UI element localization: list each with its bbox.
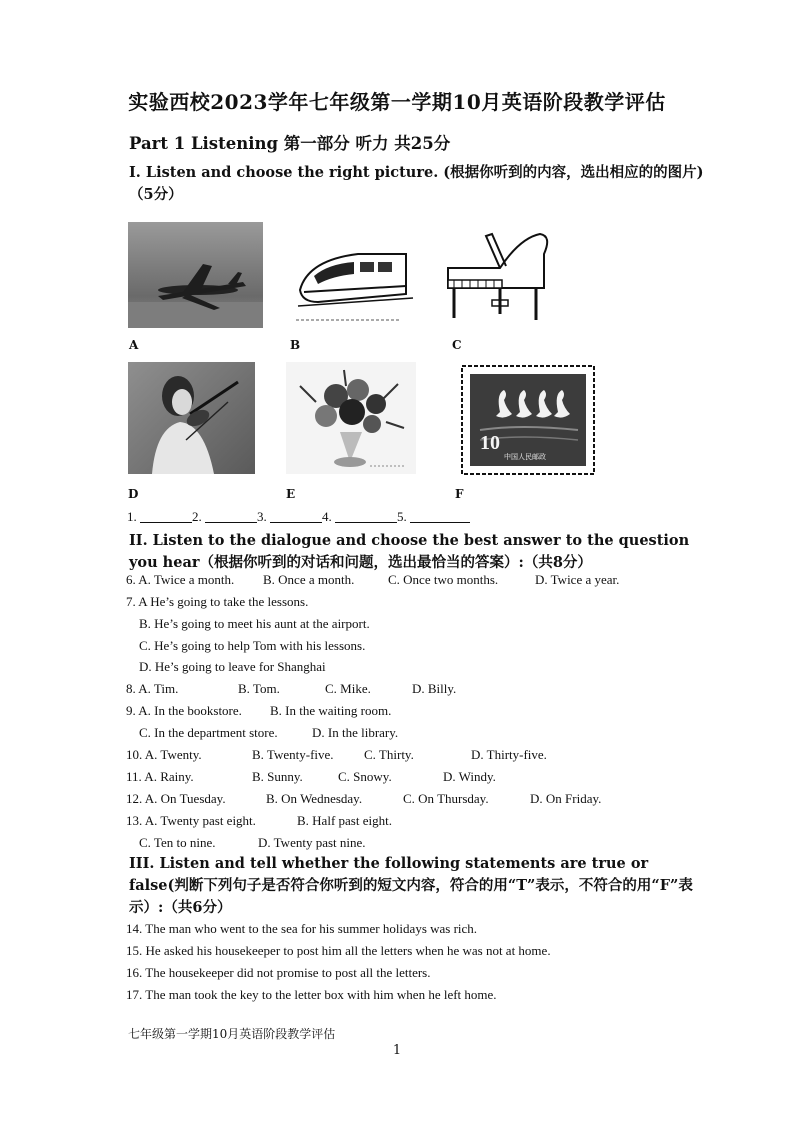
- part-heading: Part 1 Listening 第一部分 听力 共25分: [129, 134, 451, 153]
- q9-option-a: 9. A. In the bookstore.: [126, 703, 242, 718]
- statement-14: 14. The man who went to the sea for his summer holidays was rich.: [126, 921, 478, 936]
- answer-blank-4[interactable]: [335, 508, 397, 523]
- statement-16: 16. The housekeeper did not promise to post all the letters.: [126, 965, 431, 980]
- q10-option-a: 10. A. Twenty.: [126, 747, 202, 762]
- q9-option-b: B. In the waiting room.: [270, 703, 392, 718]
- statement-15: 15. He asked his housekeeper to post him all the letters when he was not at home.: [126, 943, 551, 958]
- piano-icon: [440, 228, 560, 326]
- answer-blank-2[interactable]: [205, 508, 257, 523]
- answer-blank-5[interactable]: [410, 508, 470, 523]
- section-1-heading: I. Listen and choose the right picture. (根据你听到的内容，选出相应的的图片)（5分）: [129, 164, 704, 203]
- q13-option-a: 13. A. Twenty past eight.: [126, 813, 256, 828]
- q8-option-a: 8. A. Tim.: [126, 681, 179, 696]
- picture-label-c: C: [452, 338, 462, 352]
- blank-label: 3.: [257, 509, 267, 524]
- q12-option-c: C. On Thursday.: [403, 791, 489, 806]
- q7-option-d: D. He’s going to leave for Shanghai: [139, 659, 326, 674]
- answer-blank-3[interactable]: [270, 508, 322, 523]
- q13-option-d: D. Twenty past nine.: [258, 835, 366, 850]
- q8-option-c: C. Mike.: [325, 681, 371, 696]
- q11-option-d: D. Windy.: [443, 769, 496, 784]
- q12-option-b: B. On Wednesday.: [266, 791, 363, 806]
- q11-option-b: B. Sunny.: [252, 769, 303, 784]
- section-3-heading: III. Listen and tell whether the following statements are true or false(判断下列句子是否符合你听到的短文内容，符合的用“T”表示，不符合的用“F”表示）:（共6分）: [129, 855, 693, 916]
- q10-option-d: D. Thirty-five.: [471, 747, 547, 762]
- answer-blanks: [127, 508, 470, 525]
- q11-option-a: 11. A. Rainy.: [126, 769, 194, 784]
- picture-label-a: A: [129, 338, 139, 352]
- exam-title: 实验西校2023学年七年级第一学期10月英语阶段教学评估: [128, 90, 666, 114]
- q12-option-d: D. On Friday.: [530, 791, 602, 806]
- picture-label-f: F: [455, 487, 464, 501]
- q6-option-c: C. Once two months.: [388, 572, 499, 587]
- blank-label: 4.: [322, 509, 332, 524]
- q7-option-b: B. He’s going to meet his aunt at the airport.: [139, 616, 370, 631]
- train-icon: [288, 232, 418, 327]
- q9-option-c: C. In the department store.: [139, 725, 278, 740]
- flowers-icon: [286, 362, 416, 474]
- q8-option-b: B. Tom.: [238, 681, 280, 696]
- section-2-heading: II. Listen to the dialogue and choose the best answer to the question you hear（根据你听到的对话和问题，选出最恰当的答案）:（共8分）: [129, 532, 690, 571]
- q6-option-d: D. Twice a year.: [535, 572, 620, 587]
- stamp-value: 10: [480, 432, 500, 454]
- q8-option-d: D. Billy.: [412, 681, 457, 696]
- picture-label-b: B: [290, 338, 301, 352]
- q6-option-a: 6. A. Twice a month.: [126, 572, 235, 587]
- q7-option-a: 7. A He’s going to take the lessons.: [126, 594, 309, 609]
- page-footer: 七年级第一学期10月英语阶段教学评估: [128, 1027, 336, 1041]
- q6-option-b: B. Once a month.: [263, 572, 355, 587]
- blank-label: 5.: [397, 509, 407, 524]
- q7-option-c: C. He’s going to help Tom with his lessons.: [139, 638, 366, 653]
- blank-label: 2.: [192, 509, 202, 524]
- q12-option-a: 12. A. On Tuesday.: [126, 791, 226, 806]
- answer-blank-1[interactable]: [140, 508, 192, 523]
- q10-option-b: B. Twenty-five.: [252, 747, 334, 762]
- page-number: 1: [392, 1043, 402, 1058]
- picture-label-e: E: [286, 487, 296, 501]
- picture-label-d: D: [128, 487, 139, 501]
- blank-label: 1.: [127, 509, 137, 524]
- statement-17: 17. The man took the key to the letter box with him when he left home.: [126, 987, 497, 1002]
- airplane-icon: [128, 222, 263, 328]
- q13-option-b: B. Half past eight.: [297, 813, 392, 828]
- q13-option-c: C. Ten to nine.: [139, 835, 216, 850]
- q9-option-d: D. In the library.: [312, 725, 399, 740]
- q10-option-c: C. Thirty.: [364, 747, 414, 762]
- stamp-caption: 中国人民邮政: [504, 453, 546, 461]
- violin-player-icon: [128, 362, 255, 474]
- q11-option-c: C. Snowy.: [338, 769, 392, 784]
